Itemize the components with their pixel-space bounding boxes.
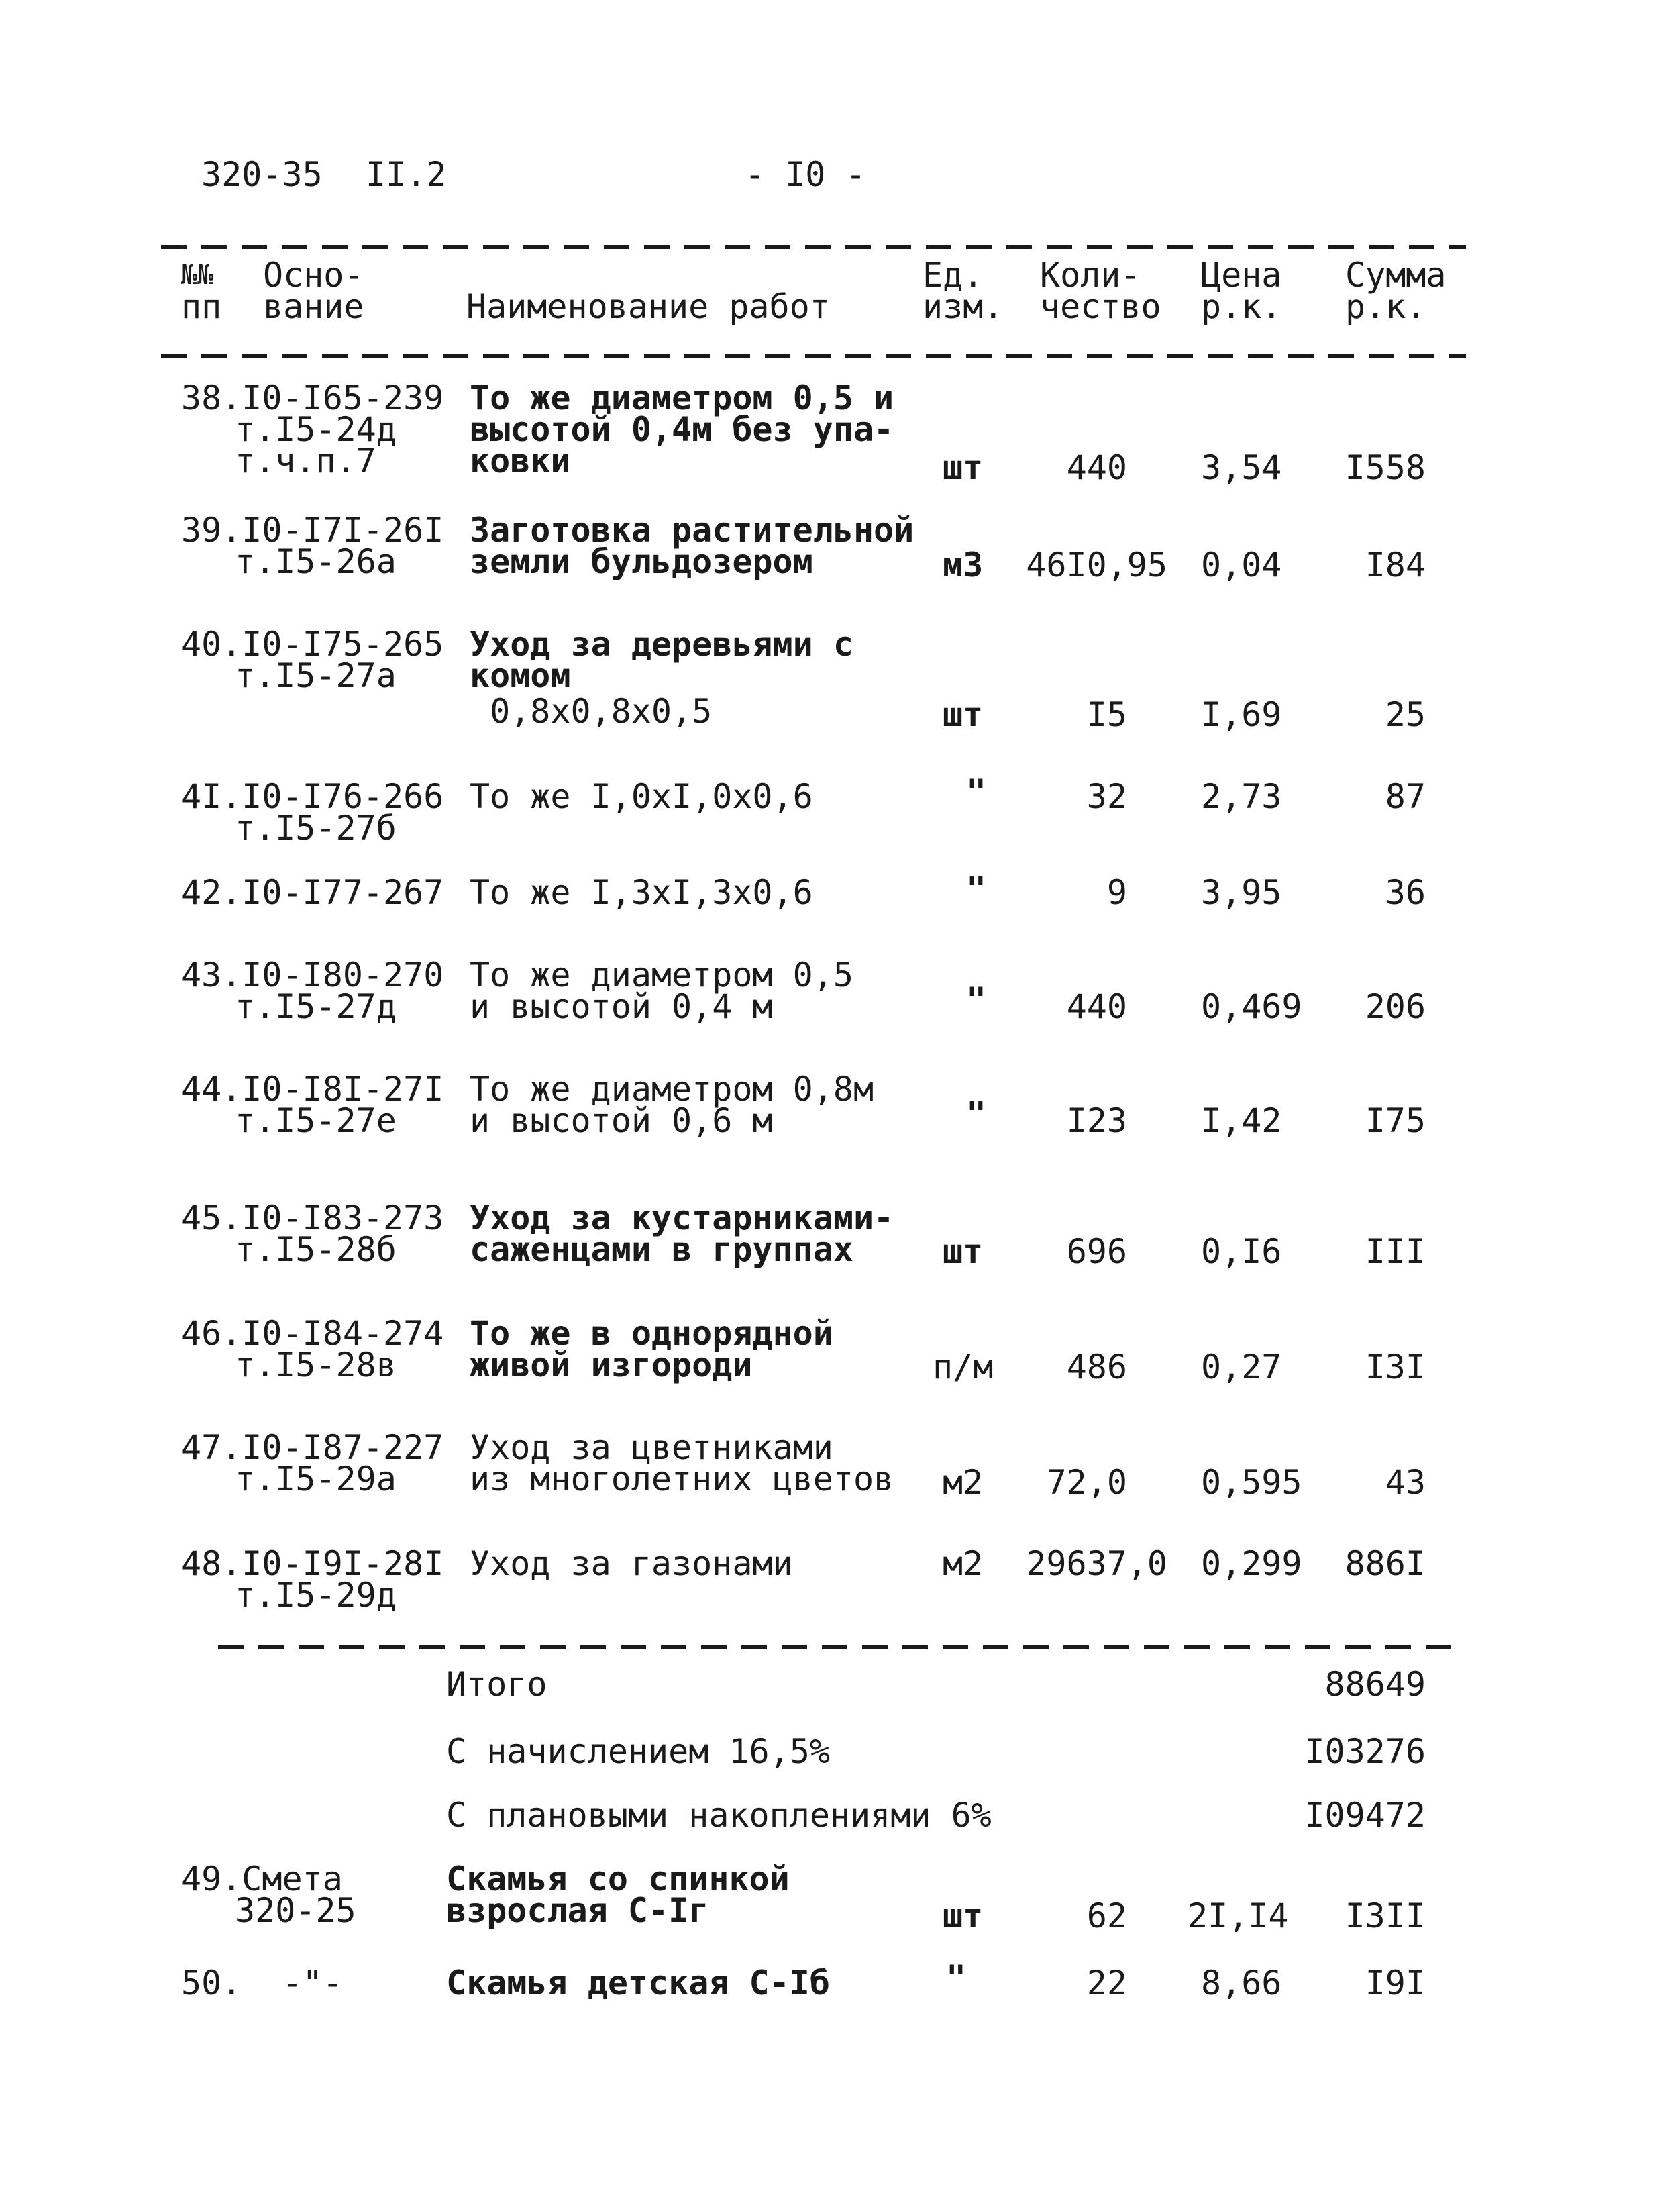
row-name: и высотой 0,6 м bbox=[470, 1101, 773, 1140]
row-price: 0,27 bbox=[1201, 1347, 1282, 1386]
row-price: 2,73 bbox=[1201, 777, 1282, 816]
row-sum: 87 bbox=[1385, 777, 1426, 816]
divider-top bbox=[161, 245, 1466, 249]
row-basis: 4I.I0-I76-266 bbox=[181, 777, 444, 816]
row-unit: " bbox=[966, 980, 987, 1019]
row-name: и высотой 0,4 м bbox=[470, 987, 773, 1026]
row-unit: " bbox=[966, 870, 987, 909]
row-price: I,69 bbox=[1201, 695, 1282, 734]
row-price: 0,469 bbox=[1201, 987, 1302, 1026]
row-name: из многолетних цветов bbox=[470, 1460, 894, 1498]
col-price-l1: Цена bbox=[1201, 256, 1282, 295]
row-name: То же диаметром 0,8м bbox=[470, 1070, 874, 1109]
col-qty-l2: чество bbox=[1040, 287, 1161, 326]
col-qty-l1: Коли- bbox=[1040, 256, 1141, 295]
row-sum: III bbox=[1365, 1232, 1426, 1271]
row-qty: 29637,0 bbox=[1026, 1544, 1167, 1583]
total-label: С плановыми накоплениями 6% bbox=[446, 1796, 992, 1835]
row-qty: 486 bbox=[1066, 1347, 1127, 1386]
row-sum: 43 bbox=[1385, 1463, 1426, 1502]
row-basis: 43.I0-I80-270 bbox=[181, 956, 444, 995]
row-sum: I84 bbox=[1365, 546, 1426, 584]
row-qty: I5 bbox=[1086, 695, 1127, 734]
row-basis-ref: т.I5-27а bbox=[235, 656, 397, 695]
row-basis: 40.I0-I75-265 bbox=[181, 625, 444, 664]
col-sum-l2: р.к. bbox=[1345, 287, 1426, 326]
page-number: - I0 - bbox=[745, 155, 866, 194]
row-sum: I3II bbox=[1345, 1896, 1426, 1935]
document-code: 320-35 bbox=[201, 155, 323, 194]
row-name: 0,8х0,8х0,5 bbox=[470, 692, 713, 731]
row-price: 0,299 bbox=[1201, 1544, 1302, 1583]
total-label: С начислением 16,5% bbox=[446, 1732, 830, 1771]
row-qty: 9 bbox=[1106, 873, 1127, 912]
row-name: земли бульдозером bbox=[470, 542, 813, 581]
row-basis-ref: т.I5-27б bbox=[235, 809, 397, 848]
row-qty: 440 bbox=[1066, 987, 1127, 1026]
row-sum: 25 bbox=[1385, 695, 1426, 734]
row-sum: I75 bbox=[1365, 1101, 1426, 1140]
row-unit: шт bbox=[943, 448, 984, 487]
row-qty: 22 bbox=[1086, 1964, 1127, 2002]
col-basis-l1: Осно- bbox=[263, 256, 364, 295]
row-price: 8,66 bbox=[1201, 1964, 1282, 2002]
row-basis: 50. -"- bbox=[181, 1964, 343, 2002]
row-qty: 440 bbox=[1066, 448, 1127, 487]
row-unit: шт bbox=[943, 695, 984, 734]
row-basis-ref: 320-25 bbox=[235, 1891, 356, 1930]
row-price: I,42 bbox=[1201, 1101, 1282, 1140]
row-name: Уход за газонами bbox=[470, 1544, 793, 1583]
row-name: Заготовка растительной bbox=[470, 511, 914, 550]
row-qty: 72,0 bbox=[1046, 1463, 1127, 1502]
col-sum-l1: Сумма bbox=[1345, 256, 1447, 295]
row-sum: I3I bbox=[1365, 1347, 1426, 1386]
row-sum: I558 bbox=[1345, 448, 1426, 487]
total-label: Итого bbox=[446, 1665, 547, 1704]
row-basis: 46.I0-I84-274 bbox=[181, 1314, 444, 1353]
row-unit: м2 bbox=[943, 1544, 984, 1583]
row-qty: 46I0,95 bbox=[1026, 546, 1167, 584]
row-unit: п/м bbox=[933, 1347, 994, 1386]
row-sum: I9I bbox=[1365, 1964, 1426, 2002]
row-basis: 39.I0-I7I-26I bbox=[181, 511, 444, 550]
row-name: комом bbox=[470, 656, 571, 695]
row-basis: 38.I0-I65-239 bbox=[181, 378, 444, 417]
row-basis-ref: т.I5-28в bbox=[235, 1345, 397, 1384]
row-price: 3,54 bbox=[1201, 448, 1282, 487]
row-name: Уход за деревьями с bbox=[470, 625, 853, 664]
row-qty: I23 bbox=[1066, 1101, 1127, 1140]
col-unit-l2: изм. bbox=[923, 287, 1004, 326]
row-name: То же в однорядной bbox=[470, 1314, 833, 1353]
row-unit: шт bbox=[943, 1232, 984, 1271]
row-name: Скамья детская С-Iб bbox=[446, 1964, 830, 2002]
row-name: Уход за кустарниками- bbox=[470, 1199, 894, 1237]
row-sum: 36 bbox=[1385, 873, 1426, 912]
row-basis-ref: т.I5-24д bbox=[235, 410, 397, 449]
row-price: 0,I6 bbox=[1201, 1232, 1282, 1271]
row-name: То же I,3хI,3х0,6 bbox=[470, 873, 813, 912]
row-basis-note: т.ч.п.7 bbox=[235, 442, 376, 480]
row-basis: 47.I0-I87-227 bbox=[181, 1428, 444, 1467]
row-basis-ref: т.I5-29а bbox=[235, 1460, 397, 1498]
row-name: саженцами в группах bbox=[470, 1230, 853, 1269]
row-basis: 42.I0-I77-267 bbox=[181, 873, 444, 912]
row-name: Скамья со спинкой bbox=[446, 1860, 790, 1898]
row-sum: 206 bbox=[1365, 987, 1426, 1026]
row-name: взрослая С-Iг bbox=[446, 1891, 709, 1930]
row-basis: 45.I0-I83-273 bbox=[181, 1199, 444, 1237]
row-name: То же диаметром 0,5 bbox=[470, 956, 853, 995]
section-number: II.2 bbox=[366, 155, 447, 194]
row-basis-ref: т.I5-27д bbox=[235, 987, 397, 1026]
row-price: 0,04 bbox=[1201, 546, 1282, 584]
row-sum: 886I bbox=[1345, 1544, 1426, 1583]
row-name: То же I,0хI,0х0,6 bbox=[470, 777, 813, 816]
row-basis: 48.I0-I9I-28I bbox=[181, 1544, 444, 1583]
row-qty: 32 bbox=[1086, 777, 1127, 816]
row-price: 2I,I4 bbox=[1188, 1896, 1289, 1935]
row-name: живой изгороди bbox=[470, 1345, 753, 1384]
row-qty: 62 bbox=[1086, 1896, 1127, 1935]
row-basis-ref: т.I5-28б bbox=[235, 1230, 397, 1269]
row-name: То же диаметром 0,5 и bbox=[470, 378, 894, 417]
row-basis-ref: т.I5-29д bbox=[235, 1576, 397, 1615]
col-num-l2: пп bbox=[181, 287, 222, 326]
row-price: 3,95 bbox=[1201, 873, 1282, 912]
row-price: 0,595 bbox=[1201, 1463, 1302, 1502]
row-unit: " bbox=[966, 1095, 987, 1133]
row-name: ковки bbox=[470, 442, 571, 480]
total-value: 88649 bbox=[1324, 1665, 1426, 1704]
divider-totals bbox=[218, 1645, 1466, 1649]
row-unit: " bbox=[966, 772, 987, 811]
divider-header bbox=[161, 354, 1466, 358]
col-unit-l1: Ед. bbox=[923, 256, 984, 295]
row-name: высотой 0,4м без упа- bbox=[470, 410, 894, 449]
col-name: Наименование работ bbox=[466, 287, 830, 326]
row-unit: шт bbox=[943, 1896, 984, 1935]
row-name: Уход за цветниками bbox=[470, 1428, 833, 1467]
col-basis-l2: вание bbox=[263, 287, 364, 326]
row-qty: 696 bbox=[1066, 1232, 1127, 1271]
col-num-l1: №№ bbox=[181, 260, 214, 291]
col-price-l2: р.к. bbox=[1201, 287, 1282, 326]
row-unit: м2 bbox=[943, 1463, 984, 1502]
total-value: I09472 bbox=[1304, 1796, 1426, 1835]
total-value: I03276 bbox=[1304, 1732, 1426, 1771]
row-basis: 44.I0-I8I-27I bbox=[181, 1070, 444, 1109]
row-basis-ref: т.I5-27е bbox=[235, 1101, 397, 1140]
row-unit: " bbox=[946, 1958, 967, 1997]
row-unit: м3 bbox=[943, 546, 984, 584]
row-basis: 49.Смета bbox=[181, 1860, 343, 1898]
row-basis-ref: т.I5-26а bbox=[235, 542, 397, 581]
